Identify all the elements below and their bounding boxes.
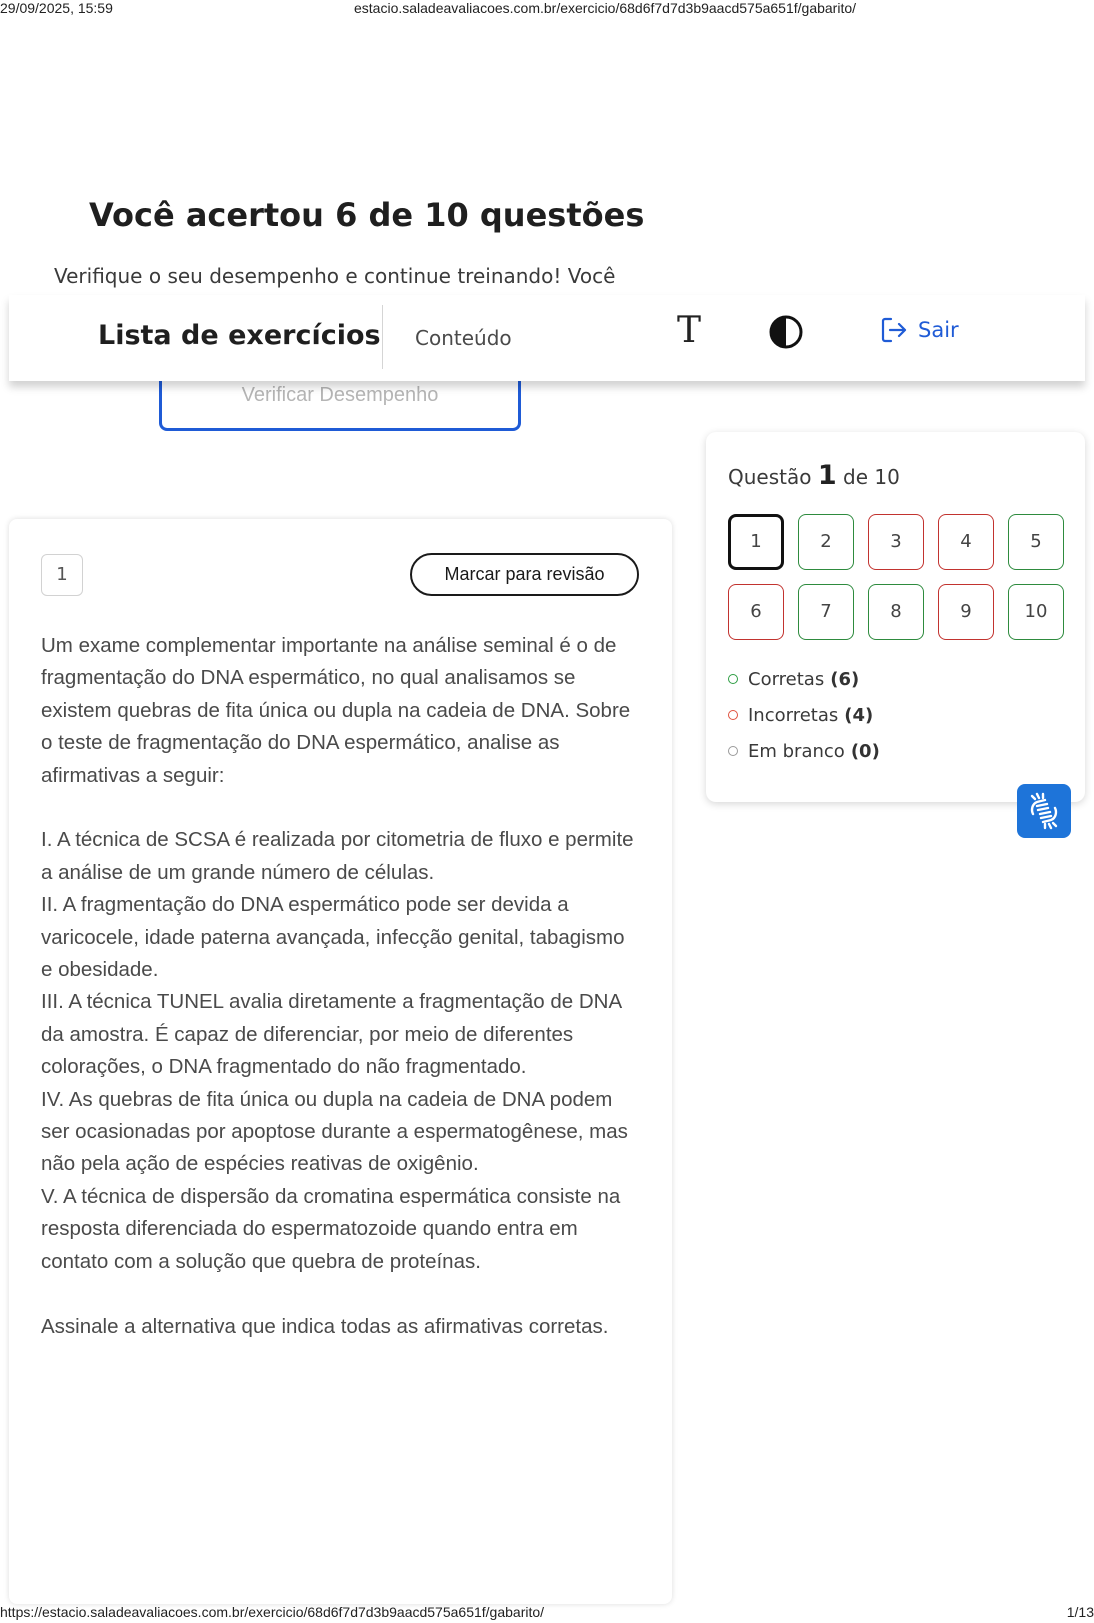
question-button-9[interactable]: 9 <box>938 584 994 640</box>
question-button-8[interactable]: 8 <box>868 584 924 640</box>
print-header <box>0 0 1094 18</box>
legend-correct: Corretas (6) <box>728 661 880 697</box>
statement-1: I. A técnica de SCSA é realizada por citometria de fluxo e permite a análise de um grande número de células. <box>41 828 634 884</box>
statement-2: II. A fragmentação do DNA espermático pode ser devida a varicocele, idade paterna avançada, infecção genital, tabagismo e obesidade. <box>41 893 625 982</box>
print-page-count: 1/13 <box>1066 1604 1094 1620</box>
print-header-url: estacio.saladeavaliacoes.com.br/exercicio/68d6f7d7d3b9aacd575a651f/gabarito/ <box>354 0 857 16</box>
nav-title: Lista de exercícios <box>98 320 381 351</box>
top-navigation-bar <box>9 295 1085 381</box>
result-subtitle: Verifique o seu desempenho e continue treinando! Você <box>54 264 616 288</box>
question-button-3[interactable]: 3 <box>868 514 924 570</box>
print-datetime: 29/09/2025, 15:59 <box>0 0 113 16</box>
print-footer <box>0 1604 1094 1623</box>
question-text <box>41 630 641 1343</box>
incorrect-dot-icon <box>728 710 738 720</box>
content-link[interactable]: Conteúdo <box>415 326 512 350</box>
statement-3: III. A técnica TUNEL avalia diretamente a fragmentação de DNA da amostra. É capaz de diferenciar, por meio de diferentes colorações, o DNA fragmentado do não fragmentado. <box>41 990 622 1079</box>
result-title: Você acertou 6 de 10 questões <box>89 196 645 234</box>
question-panel <box>9 519 672 1604</box>
question-number-badge: 1 <box>41 554 83 596</box>
question-button-5[interactable]: 5 <box>1008 514 1064 570</box>
correct-dot-icon <box>728 674 738 684</box>
nav-divider <box>382 305 383 369</box>
text-size-icon[interactable]: T <box>677 310 702 351</box>
navigator-current: 1 <box>817 460 837 491</box>
question-prompt: Assinale a alternativa que indica todas as afirmativas corretas. <box>41 1314 609 1338</box>
mark-for-review-button[interactable]: Marcar para revisão <box>410 553 639 596</box>
print-footer-url: https://estacio.saladeavaliacoes.com.br/exercicio/68d6f7d7d3b9aacd575a651f/gabarito/ <box>0 1604 545 1620</box>
question-button-10[interactable]: 10 <box>1008 584 1064 640</box>
question-grid <box>728 514 1064 640</box>
legend-blank: Em branco (0) <box>728 733 880 769</box>
exit-icon <box>879 315 909 345</box>
blank-dot-icon <box>728 746 738 756</box>
question-button-2[interactable]: 2 <box>798 514 854 570</box>
navigator-prefix: Questão <box>728 465 812 489</box>
contrast-icon[interactable] <box>768 314 804 350</box>
results-legend <box>728 661 880 769</box>
question-button-1[interactable]: 1 <box>728 514 784 570</box>
question-button-4[interactable]: 4 <box>938 514 994 570</box>
navigator-suffix: de 10 <box>843 465 900 489</box>
exit-label: Sair <box>918 318 959 342</box>
verify-performance-button[interactable]: Verificar Desempenho <box>159 362 521 431</box>
question-button-7[interactable]: 7 <box>798 584 854 640</box>
navigator-heading <box>728 460 900 491</box>
statement-5: V. A técnica de dispersão da cromatina espermática consiste na resposta diferenciada do espermatozoide quando entra em contato com a solução que quebra de proteínas. <box>41 1184 621 1273</box>
question-button-6[interactable]: 6 <box>728 584 784 640</box>
question-navigator-card <box>706 432 1085 802</box>
sign-language-button[interactable] <box>1017 784 1071 838</box>
sign-language-icon <box>1025 792 1063 830</box>
statement-4: IV. As quebras de fita única ou dupla na cadeia de DNA podem ser ocasionadas por apoptose durante a espermatogênese, mas não pela ação de espécies reativas de oxigênio. <box>41 1087 628 1176</box>
legend-incorrect: Incorretas (4) <box>728 697 880 733</box>
question-intro: Um exame complementar importante na análise seminal é o de fragmentação do DNA espermático, no qual analisamos se existem quebras de fita única ou dupla na cadeia de DNA. Sobre o teste de fragmentação do DNA espermático, analise as afirmativas a seguir: <box>41 634 631 787</box>
exit-button[interactable] <box>879 315 959 345</box>
